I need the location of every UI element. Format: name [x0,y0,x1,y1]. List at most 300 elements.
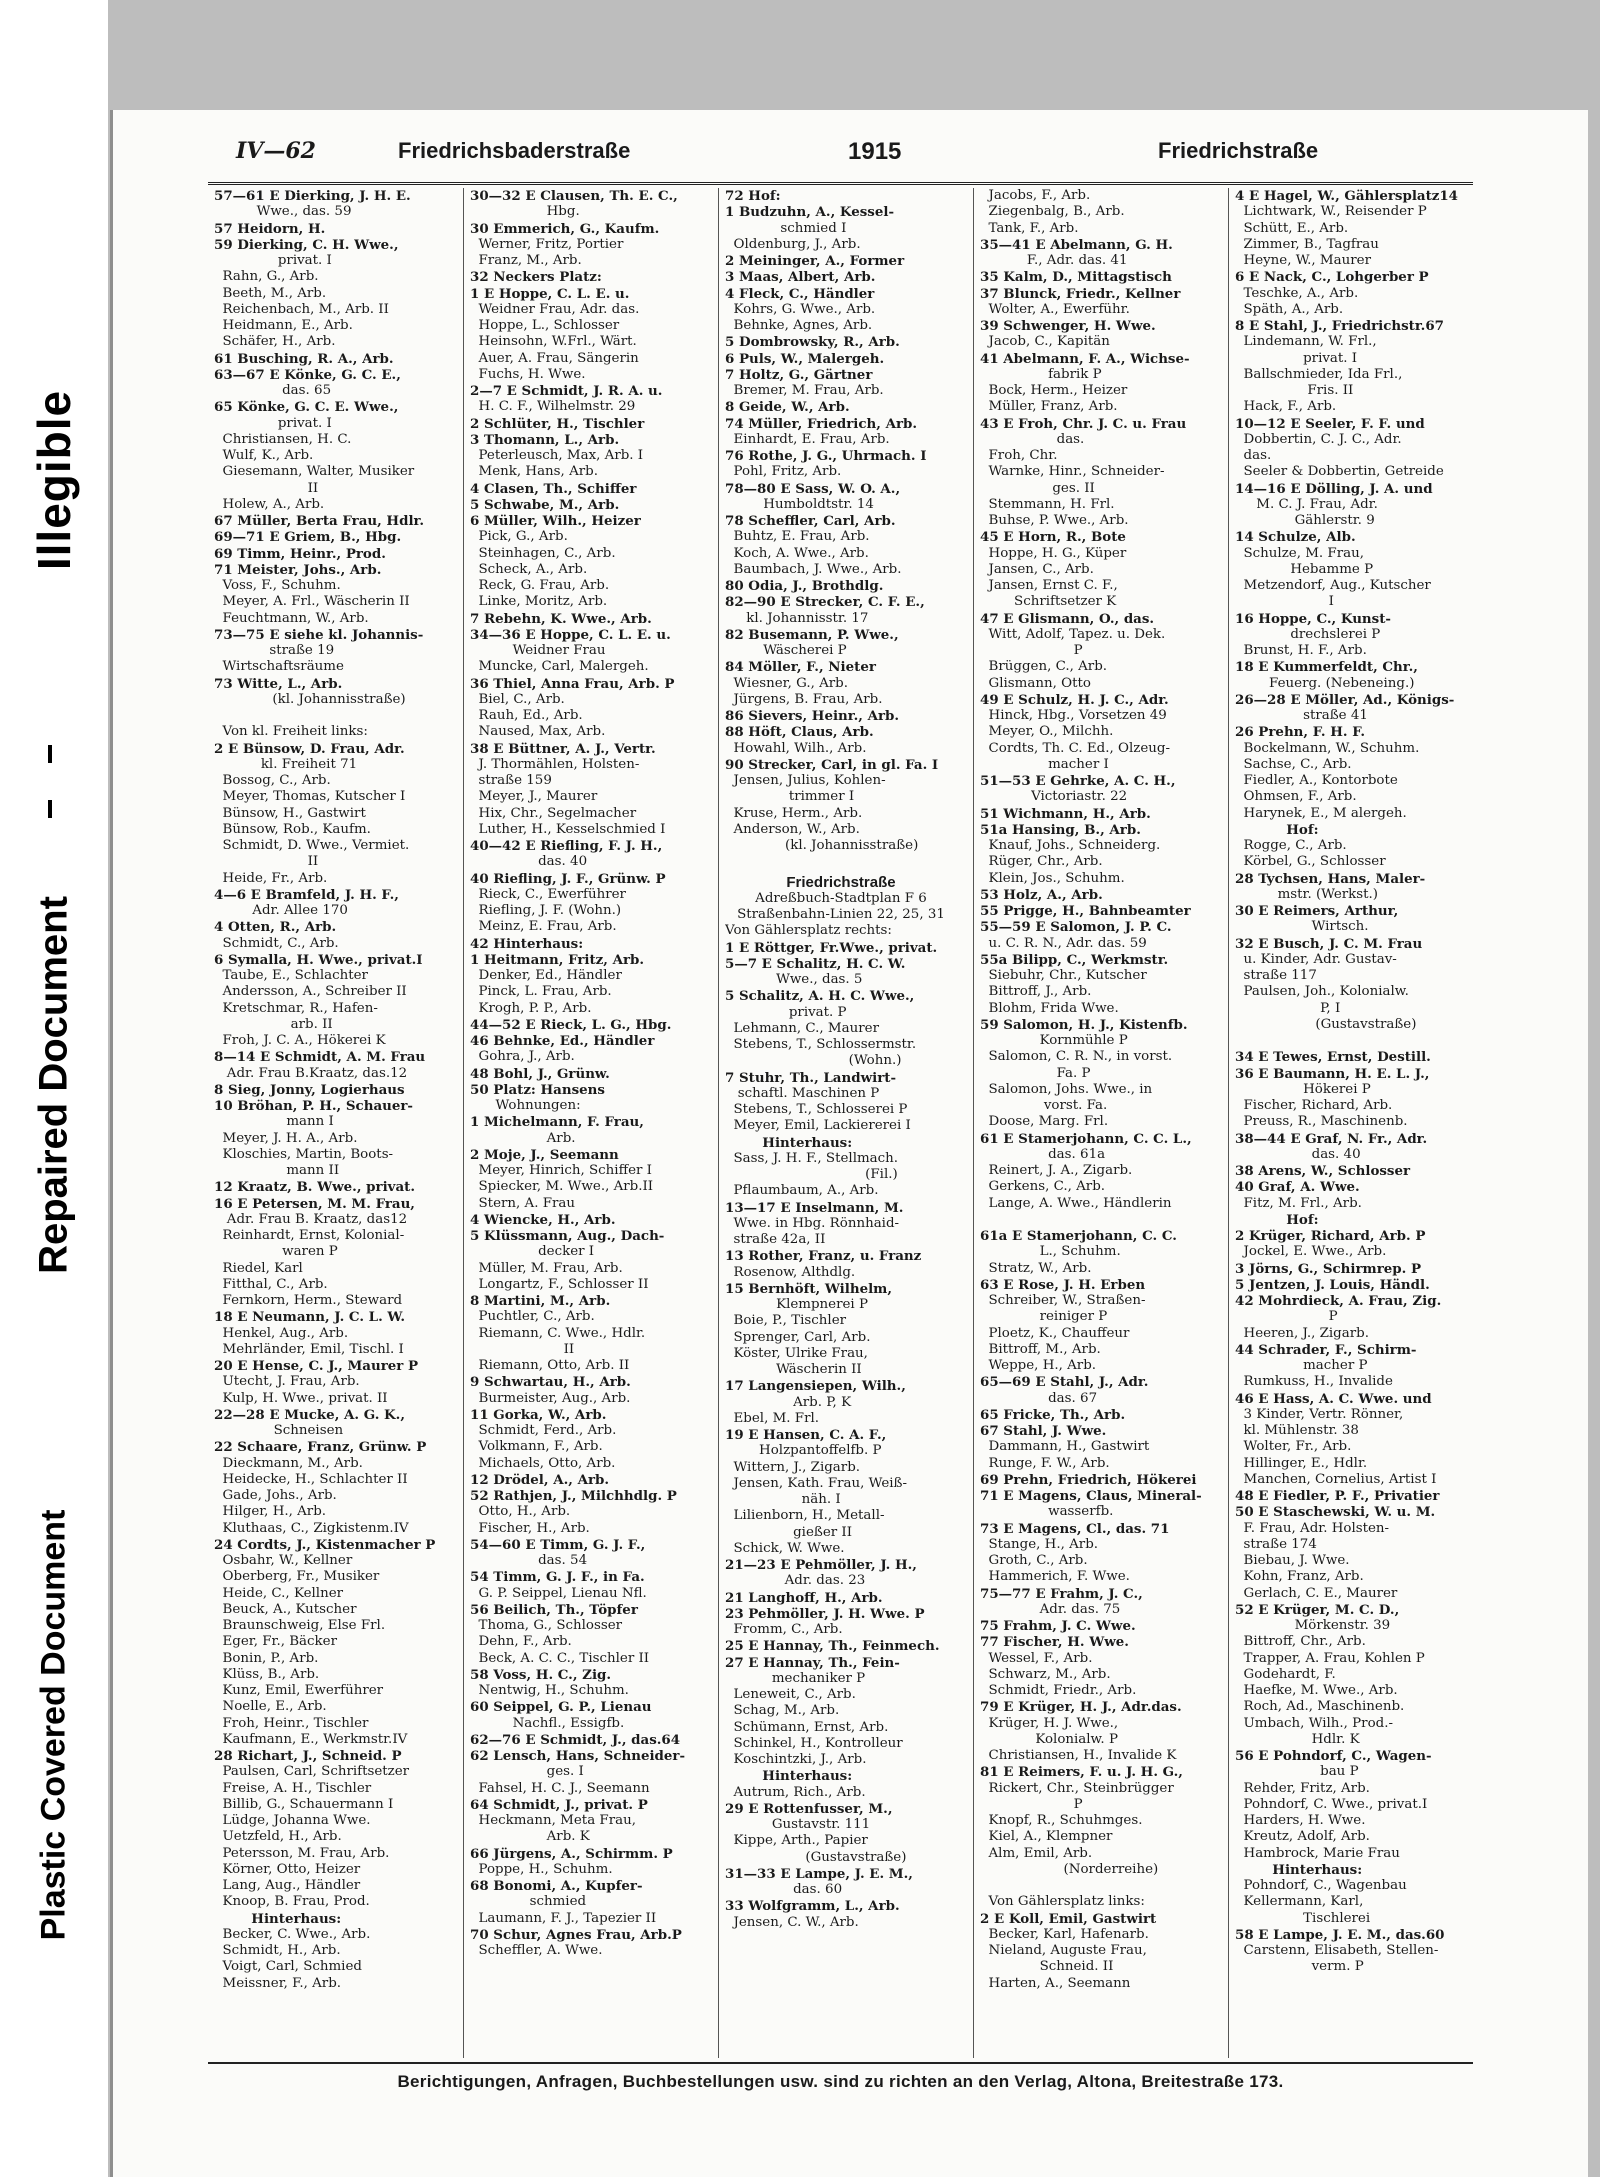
directory-entry: Bittroff, Chr., Arb. [1235,1634,1366,1650]
directory-entry [980,1878,1212,1894]
directory-entry: (kl. Johannisstraße) [255,691,406,707]
directory-entry: 34 E Tewes, Ernst, Destill. [1235,1049,1431,1066]
directory-entry: 78—80 E Sass, W. O. A., [725,480,901,497]
directory-entry: G. P. Seippel, Lienau Nfl. [470,1585,647,1601]
directory-entry: Fernkorn, Herm., Steward [214,1293,403,1308]
directory-entry: Weppe, H., Arb. [980,1358,1097,1373]
directory-entry: straße 41 [1235,708,1368,723]
directory-entry: 6 Müller, Wilh., Heizer [470,513,641,529]
directory-entry: Brunst, H. F., Arb. [1235,643,1367,658]
directory-entry: 53 Holz, A., Arb. [980,886,1103,903]
directory-entry: Kruse, Herm., Arb. [725,805,863,821]
directory-entry: Jensen, Julius, Kohlen- [725,773,886,788]
directory-entry: 88 Höft, Claus, Arb. [725,724,874,741]
directory-entry: Lilienborn, H., Metall- [725,1508,885,1524]
directory-entry: 50 E Staschewski, W. u. M. [1235,1504,1436,1521]
directory-entry: Umbach, Wilh., Prod.- [1235,1715,1394,1731]
directory-entry: das. [980,431,1085,447]
directory-entry: Fahsel, H. C. J., Seemann [470,1780,650,1796]
directory-entry: Heidecke, H., Schlachter II [214,1471,408,1487]
directory-entry: Bossog, C., Arb. [214,773,331,788]
directory-entry: Zimmer, B., Tagfrau [1235,236,1379,252]
directory-entry: Fa. P [980,1065,1091,1081]
directory-entry: Hix, Chr., Segelmacher [470,805,637,821]
directory-entry: Schäfer, H., Arb. [214,334,336,350]
directory-entry: Meyer, Thomas, Kutscher I [214,789,406,805]
directory-entry: 13 Rother, Franz, u. Franz [725,1248,922,1265]
directory-entry: Peterleusch, Max, Arb. I [470,448,644,463]
directory-entry: 64 Schmidt, J., privat. P [470,1796,648,1813]
directory-entry: macher P [1235,1358,1368,1373]
directory-entry: Heyne, W., Maurer [1235,253,1371,268]
directory-entry: 48 E Fiedler, P. F., Privatier [1235,1488,1440,1504]
directory-entry: Seeler & Dobbertin, Getreide [1235,464,1444,480]
directory-entry: Nachfl., Essigfb. [470,1715,625,1731]
directory-entry: Von kl. Freiheit links: [214,724,368,740]
directory-entry: 72 Hof: [725,188,781,204]
directory-entry: 84 Möller, F., Nieter [725,659,876,676]
directory-entry: (Norderreihe) [1033,1861,1159,1877]
directory-entry: Rumkuss, H., Invalide [1235,1374,1393,1390]
directory-entry: Jensen, Kath. Frau, Weiß- [725,1475,908,1491]
directory-entry: 8 Sieg, Jonny, Logierhaus [214,1081,405,1098]
directory-entry: 52 E Krüger, M. C. D., [1235,1601,1400,1618]
scanned-page [110,110,1588,2177]
directory-entry: Kloschies, Martin, Boots- [214,1146,394,1162]
directory-entry: Trapper, A. Frau, Kohlen P [1235,1650,1425,1666]
directory-entry: Fromm, C., Arb. [725,1622,843,1637]
directory-entry: 7 Holtz, G., Gärtner [725,366,873,383]
directory-entry: Meissner, F., Arb. [214,1975,342,1991]
directory-entry: 30—32 E Clausen, Th. E. C., [470,188,678,204]
directory-entry: Hinterhaus: [1235,1861,1363,1878]
directory-entry: Fuchs, H. Wwe. [470,366,586,382]
directory-entry: Dehn, F., Arb. [470,1634,572,1650]
directory-entry: Dieckmann, M., Arb. [214,1455,363,1471]
directory-entry: 73—75 E siehe kl. Johannis- [214,626,424,643]
directory-entry [980,1212,1212,1228]
directory-entry: Biebau, J. Wwe. [1235,1553,1350,1568]
directory-entry: 55a Bilipp, C., Werkmstr. [980,951,1169,968]
directory-entry: Wiesner, G., Arb. [725,675,848,691]
left-street-heading: Friedrichsbaderstraße [398,138,631,163]
directory-entry: 51a Hansing, B., Arb. [980,821,1141,838]
directory-entry: das. 65 [214,383,332,398]
directory-entry: 75 Frahm, J. C. Wwe. [980,1618,1136,1634]
directory-entry: Leneweit, C., Arb. [725,1687,856,1702]
directory-entry: 66 Jürgens, A., Schirmm. P [470,1845,673,1862]
separator-mark [48,745,52,763]
directory-entry: Kluthaas, C., Zigkistenm.IV [214,1520,409,1536]
directory-entry: das. 54 [470,1553,588,1568]
directory-entry: 4—6 E Bramfeld, J. H. F., [214,886,399,903]
directory-entry: Reichenbach, M., Arb. II [214,301,389,317]
directory-entry: Lang, Aug., Händler [214,1878,361,1893]
directory-entry: 51 Wichmann, H., Arb. [980,805,1151,822]
directory-entry: Michaels, Otto, Arb. [470,1455,616,1471]
directory-entry: Mehrländer, Emil, Tischl. I [214,1341,404,1357]
directory-entry: 10 Bröhan, P. H., Schauer- [214,1098,413,1114]
separator-mark [48,800,52,818]
directory-entry: 8 Martini, M., Arb. [470,1293,611,1309]
directory-entry: 6 Symalla, H. Wwe., privat.I [214,951,423,968]
directory-entry: Hoppe, H. G., Küper [980,545,1127,561]
directory-entry: 69 Timm, Heinr., Prod. [214,545,386,562]
directory-entry: Meyer, Hinrich, Schiffer I [470,1163,652,1178]
directory-entry: Kolonialw. P [980,1731,1118,1747]
directory-entry: 15 Bernhöft, Wilhelm, [725,1280,893,1297]
directory-entry: 3 Maas, Albert, Arb. [725,269,876,286]
directory-entry: Heinsohn, W.Frl., Wärt. [470,334,637,350]
directory-entry: Körner, Otto, Heizer [214,1861,361,1877]
directory-entry: schmied [470,1894,587,1910]
directory-entry: Kellermann, Karl, [1235,1894,1364,1910]
directory-entry: Schmidt, C., Arb. [214,935,339,951]
directory-entry: 31—33 E Lampe, J. E. M., [725,1865,913,1882]
directory-entry: II [214,480,319,496]
page-header [208,130,1473,185]
directory-entry: Victoriastr. 22 [980,789,1128,805]
directory-entry: 16 E Petersen, M. M. Frau, [214,1195,415,1212]
directory-entry: 75—77 E Frahm, J. C., [980,1585,1143,1602]
directory-entry: Harders, H. Wwe. [1235,1813,1366,1828]
directory-entry: Sachse, C., Arb. [1235,756,1352,772]
directory-entry: Bonin, P., Arb. [214,1650,319,1666]
directory-entry: 67 Stahl, J. Wwe. [980,1423,1107,1439]
directory-entry: Adr. das. 23 [725,1573,866,1589]
directory-entry: privat. I [1235,350,1358,366]
directory-entry: Lindemann, W. Frl., [1235,334,1377,350]
directory-entry: 2 Moje, J., Seemann [470,1146,619,1163]
directory-entry: 69 Prehn, Friedrich, Hökerei [980,1471,1197,1488]
illegible-label: Illegible [28,389,80,571]
directory-entry: 16 Hoppe, C., Kunst- [1235,610,1391,627]
directory-entry [725,854,957,870]
directory-entry: 69—71 E Griem, B., Hbg. [214,529,402,546]
directory-entry: Müller, Franz, Arb. [980,399,1118,415]
directory-entry: Lichtwark, W., Reisender P [1235,204,1427,220]
directory-entry: Reinhardt, Ernst, Kolonial- [214,1228,405,1243]
directory-entry: 34—36 E Hoppe, C. L. E. u. [470,626,671,643]
directory-entry: Runge, F. W., Arb. [980,1455,1110,1471]
directory-entry: Hof: [1235,821,1319,838]
directory-entry: Schmidt, Ferd., Arb. [470,1423,617,1438]
directory-entry: 29 E Rottenfusser, M., [725,1800,893,1817]
directory-entry: Teschke, A., Arb. [1235,285,1359,301]
directory-entry: Kretschmar, R., Hafen- [214,1000,378,1016]
directory-entry: Buhse, P. Wwe., Arb. [980,513,1129,528]
directory-entry: Puchtler, C., Arb. [470,1309,595,1325]
directory-entry: Arb. K [470,1829,590,1845]
directory-entry: J. Thormählen, Holsten- [470,756,640,772]
directory-entry: 71 Meister, Johs., Arb. [214,561,382,578]
directory-entry: Kiel, A., Klempner [980,1829,1113,1845]
directory-entry: Straßenbahn-Linien 22, 25, 31 [737,907,945,922]
directory-entry: 46 Behnke, Ed., Händler [470,1033,655,1049]
directory-entry: Heide, Fr., Arb. [214,870,328,886]
directory-entry: Adr. das. 75 [980,1601,1121,1617]
directory-entry: Heckmann, Meta Frau, [470,1813,636,1828]
directory-entry: 58 E Lampe, J. E. M., das.60 [1235,1926,1445,1943]
directory-entry: Nentwig, H., Schuhm. [470,1683,629,1698]
directory-entry: 48 Bohl, J., Grünw. [470,1065,610,1082]
directory-entry: Linke, Moritz, Arb. [470,594,608,610]
directory-entry: 1 Heitmann, Fritz, Arb. [470,951,645,968]
directory-entry: das. 40 [470,854,588,870]
directory-entry: 42 Hinterhaus: [470,935,584,952]
directory-entry: L., Schuhm. [980,1244,1121,1260]
directory-entry: straße 42a, II [725,1232,826,1247]
directory-entry: Klempnerei P [725,1297,868,1312]
directory-entry: 90 Strecker, Carl, in gl. Fa. I [725,756,939,773]
directory-entry: Kippe, Arth., Papier [725,1833,868,1849]
directory-entry: 61 Busching, R. A., Arb. [214,350,394,367]
directory-entry: Burmeister, Aug., Arb. [470,1390,631,1406]
directory-entry: 73 Witte, L., Arb. [214,675,343,692]
directory-entry: Weidner Frau, Adr. das. [470,301,640,317]
directory-entry: Gerlach, C. E., Maurer [1235,1585,1398,1601]
directory-entry: 21—23 E Pehmöller, J. H., [725,1557,917,1573]
directory-entry: Scheffler, A. Wwe. [470,1943,603,1958]
directory-entry: Schriftsetzer K [980,594,1117,610]
directory-entry: 8—14 E Schmidt, A. M. Frau [214,1049,426,1066]
directory-entry: 12 Drödel, A., Arb. [470,1471,610,1488]
directory-entry: 57 Heidorn, H. [214,220,326,237]
directory-entry: mechaniker P [725,1670,866,1686]
directory-entry: Jansen, Ernst C. F., [980,578,1118,593]
directory-entry: Petersson, M. Frau, Arb. [214,1845,390,1861]
directory-entry: Müller, M. Frau, Arb. [470,1260,623,1276]
directory-entry: Steinhagen, C., Arb. [470,545,616,561]
directory-entry: drechslerei P [1235,626,1381,642]
directory-entry: Carstenn, Elisabeth, Stellen- [1235,1943,1439,1958]
directory-entry: 21 Langhoff, H., Arb. [725,1589,883,1606]
directory-entry: Hinterhaus: [214,1910,342,1927]
directory-entry: 82—90 E Strecker, C. F. E., [725,594,925,611]
directory-entry: 86 Sievers, Heinr., Arb. [725,708,900,724]
directory-entry: 54—60 E Timm, G. J. F., [470,1536,646,1553]
directory-entry: Von Gählersplatz rechts: [725,923,892,939]
plastic-covered-label: Plastic Covered Document [34,1509,73,1941]
directory-entry: Laumann, F. J., Tapezier II [470,1910,657,1926]
directory-entry: Mörkenstr. 39 [1235,1618,1391,1633]
directory-entry: Voigt, Carl, Schmied [214,1959,362,1975]
directory-entry: 13—17 E Inselmann, M. [725,1199,904,1216]
directory-entry: Hdlr. K [1235,1731,1360,1747]
directory-entry: Heide, C., Kellner [214,1585,344,1601]
directory-entry: Reck, G. Frau, Arb. [470,578,610,593]
directory-entry: Gustavstr. 111 [725,1817,871,1832]
directory-entry: Beuck, A., Kutscher [214,1601,357,1617]
directory-entry: Christiansen, H., Invalide K [980,1748,1177,1763]
column-5 [1228,188,1473,2058]
directory-entry: I [1235,594,1334,610]
directory-entry: macher I [980,756,1109,772]
directory-entry: straße 117 [1235,968,1317,983]
directory-entry: Glismann, Otto [980,675,1091,691]
directory-entry: Arb. P, K [725,1394,852,1410]
directory-entry: Schag, M., Arb. [725,1703,840,1719]
directory-entry: 27 E Hannay, Th., Fein- [725,1654,900,1671]
directory-entry: Bremer, M. Frau, Arb. [725,383,884,398]
directory-entry: 36 Thiel, Anna Frau, Arb. P [470,675,675,692]
directory-entry: Adr. Allee 170 [214,903,348,918]
directory-entry: Hinterhaus: [725,1768,853,1785]
directory-entry: 47 E Glismann, O., das. [980,610,1155,627]
directory-entry: 14 Schulze, Alb. [1235,529,1356,546]
directory-entry: Volkmann, F., Arb. [470,1439,603,1455]
directory-entry: Fitz, M. Frl., Arb. [1235,1195,1362,1211]
directory-entry: Schreiber, W., Straßen- [980,1293,1146,1308]
directory-entry: 20 E Hense, C. J., Maurer P [214,1358,419,1374]
directory-entry: Riemann, Otto, Arb. II [470,1358,630,1373]
directory-entry: P, I [1235,1000,1341,1016]
directory-entry: Werner, Fritz, Portier [470,236,624,252]
directory-entry: Bittroff, J., Arb. [980,984,1092,1000]
directory-entry: 57—61 E Dierking, J. H. E. [214,188,411,204]
directory-entry: Schick, W. Wwe. [725,1540,845,1556]
directory-entry: Uetzfeld, H., Arb. [214,1829,342,1845]
directory-entry: Ebel, M. Frl. [725,1410,820,1426]
directory-entry: 40 Graf, A. Wwe. [1235,1179,1360,1196]
directory-entry: Noelle, E., Arb. [214,1699,327,1715]
directory-entry: näh. I [725,1492,841,1507]
directory-entry: Manchen, Cornelius, Artist I [1235,1471,1437,1487]
directory-columns [208,188,1473,2058]
directory-entry: 65 Könke, G. C. E. Wwe., [214,399,399,416]
directory-entry: Otto, H., Arb. [470,1504,571,1520]
directory-entry: Oldenburg, J., Arb. [725,236,861,252]
directory-entry: 4 Wiencke, H., Arb. [470,1211,616,1228]
directory-entry: privat. I [214,253,332,268]
directory-entry: Voss, F., Schuhm. [214,578,341,593]
directory-entry: 73 E Magens, Cl., das. 71 [980,1520,1170,1537]
directory-entry: Adreßbuch-Stadtplan F 6 [755,890,927,906]
directory-entry [1235,1033,1467,1049]
column-1 [208,188,453,2058]
directory-entry: (Fil.) [784,1167,898,1182]
directory-entry: Bünsow, Rob., Kaufm. [214,821,371,837]
directory-entry: Ziegenbalg, B., Arb. [980,204,1125,220]
directory-entry: P [1235,1309,1338,1325]
directory-entry: Beck, A. C. C., Tischler II [470,1650,650,1666]
directory-entry: Cordts, Th. C. Ed., Ölzeug- [980,740,1170,756]
directory-entry: 5 Dombrowsky, R., Arb. [725,334,900,351]
directory-entry: 59 Dierking, C. H. Wwe., [214,236,399,253]
directory-entry: Wolter, Fr., Arb. [1235,1439,1352,1455]
directory-entry: M. C. J. Frau, Adr. [1235,496,1378,512]
directory-entry: Rüger, Chr., Arb. [980,854,1103,870]
directory-entry: 54 Timm, G. J. F., in Fa. [470,1569,645,1586]
directory-entry: Bock, Herm., Heizer [980,383,1128,398]
directory-entry: 74 Müller, Friedrich, Arb. [725,415,918,432]
directory-entry: 5 Jentzen, J. Louis, Händl. [1235,1276,1430,1293]
directory-entry: 39 Schwenger, H. Wwe. [980,318,1156,334]
directory-entry: Muncke, Carl, Malergeh. [470,659,649,675]
directory-entry: Harynek, E., M alergeh. [1235,805,1407,821]
directory-entry: reiniger P [980,1309,1108,1325]
directory-entry: II [470,1341,575,1357]
directory-entry: 70 Schur, Agnes Frau, Arb.P [470,1926,682,1943]
directory-entry: Riedel, Karl [214,1260,303,1276]
directory-entry: Froh, Heinr., Tischler [214,1715,369,1731]
directory-entry: 52 Rathjen, J., Milchhdlg. P [470,1488,677,1504]
directory-entry: Beeth, M., Arb. [214,285,327,301]
directory-entry: Ploetz, K., Chauffeur [980,1325,1130,1341]
directory-entry: 10—12 E Seeler, F. F. und [1235,415,1425,432]
directory-entry: Hinterhaus: [725,1134,853,1151]
column-4 [973,188,1218,2058]
directory-entry: Schinkel, H., Kontrolleur [725,1735,903,1751]
directory-entry: 60 Seippel, G. P., Lienau [470,1699,652,1716]
directory-entry: 11 Gorka, W., Arb. [470,1406,607,1423]
directory-entry: 28 Richart, J., Schneid. P [214,1748,402,1764]
annotation-strip [0,0,108,2177]
directory-entry: Salomon, C. R. N., in vorst. [980,1049,1173,1065]
directory-entry: Taube, E., Schlachter [214,968,368,983]
directory-entry: 30 E Reimers, Arthur, [1235,903,1399,919]
directory-entry: Preuss, R., Maschinenb. [1235,1114,1408,1130]
directory-entry: Arb. [470,1130,576,1146]
directory-entry: 17 Langensiepen, Wilh., [725,1378,906,1395]
directory-entry: Koschintzki, J., Arb. [725,1752,867,1767]
right-street-heading: Friedrichstraße [1158,138,1319,163]
directory-entry: 35 Kalm, D., Mittagstisch [980,269,1172,286]
directory-entry: Naused, Max, Arb. [470,724,606,740]
directory-entry: Stemmann, H. Frl. [980,496,1115,512]
directory-entry: 26 Prehn, F. H. F. [1235,724,1366,741]
directory-entry: P [980,1796,1083,1812]
directory-entry: 55—59 E Salomon, J. P. C. [980,919,1172,936]
directory-entry: Hilger, H., Arb. [214,1504,327,1520]
directory-entry: schaftl. Maschinen P [725,1085,880,1101]
directory-entry: Lüdge, Johanna Wwe. [214,1813,371,1828]
directory-entry: F., Adr. das. 41 [980,253,1128,268]
directory-entry: Rahn, G., Arb. [214,269,319,285]
directory-entry: Wohnungen: [470,1098,581,1113]
directory-entry: decker I [470,1244,595,1260]
directory-entry: 44—52 E Rieck, L. G., Hbg. [470,1016,672,1033]
directory-entry: arb. II [214,1016,333,1032]
publisher-footer: Berichtigungen, Anfragen, Buchbestellungen usw. sind zu richten an den Verlag, Altona, Breitestraße 173. [208,2062,1473,2102]
directory-entry: Stebens, T., Schlossermstr. [725,1037,917,1052]
directory-entry: 18 E Neumann, J. C. L. W. [214,1309,406,1326]
directory-entry: 45 E Horn, R., Bote [980,529,1126,546]
directory-entry: Howahl, Wilh., Arb. [725,740,867,756]
directory-entry: Schütt, E., Arb. [1235,220,1349,236]
directory-entry: (Gustavstraße) [1285,1016,1417,1032]
directory-entry: 24 Cordts, J., Kistenmacher P [214,1536,436,1553]
directory-entry: Schmidt, Friedr., Arb. [980,1683,1137,1698]
directory-entry: 67 Müller, Berta Frau, Hdlr. [214,513,425,529]
directory-entry: Franz, M., Arb. [470,253,582,268]
column-2 [463,188,708,2058]
directory-entry: 63 E Rose, J. H. Erben [980,1276,1146,1293]
directory-entry: Schmidt, D. Wwe., Vermiet. [214,838,410,853]
directory-entry: ges. II [980,480,1095,496]
directory-entry: 56 Beilich, Th., Töpfer [470,1601,638,1618]
directory-entry: Fris. II [1235,383,1354,398]
directory-entry: verm. P [1235,1959,1364,1975]
directory-entry: Paulsen, Carl, Schriftsetzer [214,1764,410,1780]
directory-entry: Stratz, W., Arb. [980,1260,1092,1276]
directory-entry: 4 Otten, R., Arb. [214,919,337,936]
directory-entry: das. 40 [1235,1146,1361,1162]
directory-entry: Feuerg. (Nebeneing.) [1235,675,1415,691]
directory-entry: Jansen, C., Arb. [980,561,1094,577]
directory-entry: 19 E Hansen, C. A. F., [725,1427,887,1443]
directory-entry: 76 Rothe, J. G., Uhrmach. I [725,448,927,464]
